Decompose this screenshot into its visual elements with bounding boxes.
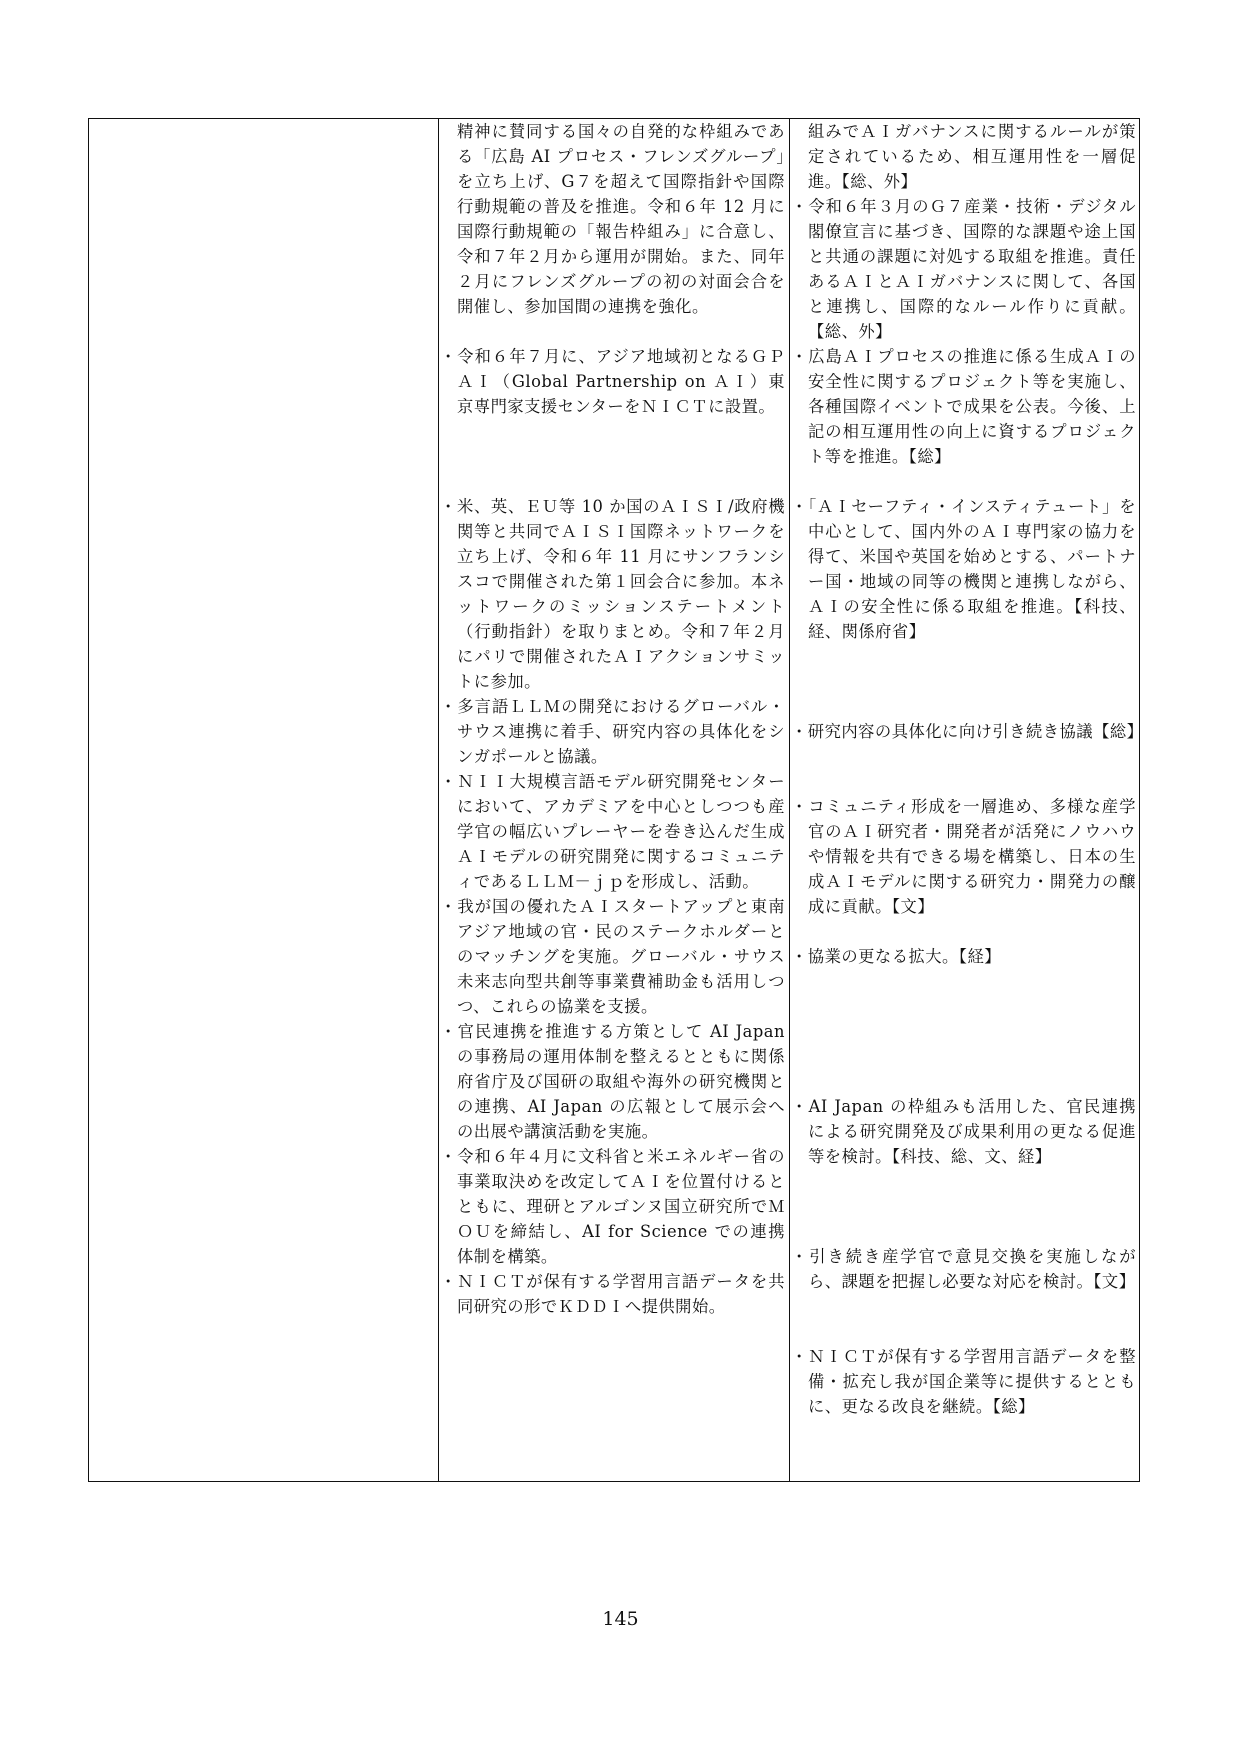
middle-item-startup-matching: ・我が国の優れたＡＩスタートアップと東南アジア地域の官・民のステークホルダーとのマッチングを実施。グローバル・サウス未来志向型共創等事業費補助金も活用しつつ、これらの協業を支援。	[440, 897, 785, 1016]
middle-item-doe-agreement: ・令和６年４月に文科省と米エネルギー省の事業取決めを改定してＡＩを位置付けるとともに、理研とアルゴンヌ国立研究所でＭＯＵを締結し、AI for Science での連携体制を構築。	[440, 1147, 785, 1266]
right-item-exchange-opinions: ・引き続き産学官で意見交換を実施しながら、課題を把握し必要な対応を検討。【文】	[791, 1247, 1136, 1291]
middle-item-aisi-network: ・米、英、ＥＵ等 10 か国のＡＩＳＩ/政府機関等と共同でＡＩＳＩ国際ネットワークを立ち上げ、令和６年 11 月にサンフランシスコで開催された第１回会合に参加。本ネットワークのミッションステートメント（行動指針）を取りまとめ。令和７年２月にパリで開催されたＡＩアクションサミットに参加。	[440, 497, 785, 691]
middle-block-2	[440, 344, 785, 419]
page-number: 145	[602, 1608, 639, 1630]
right-block-6	[791, 1094, 1136, 1169]
middle-item-gpai: ・令和６年７月に、アジア地域初となるＧＰＡＩ（Global Partnership on ＡＩ）東京専門家支援センターをＮＩＣＴに設置。	[440, 347, 785, 416]
right-continuation-text: 組みでＡＩガバナンスに関するルールが策定されているため、相互運用性を一層促進。【総、外】	[808, 122, 1136, 191]
table-frame	[88, 118, 1144, 1482]
right-item-hiroshima-process: ・広島ＡＩプロセスの推進に係る生成ＡＩの安全性に関するプロジェクト等を実施し、各種国際イベントで成果を公表。今後、上記の相互運用性の向上に資するプロジェクト等を推進。【総】	[791, 347, 1136, 466]
column-divider	[789, 119, 790, 1481]
right-block-7	[791, 1244, 1136, 1294]
middle-item-nict-kddi: ・ＮＩＣＴが保有する学習用言語データを共同研究の形でＫＤＤＩへ提供開始。	[440, 1272, 785, 1316]
right-block-3	[791, 719, 1144, 744]
middle-item-multilingual-llm: ・多言語ＬＬＭの開発におけるグローバル・サウス連携に着手、研究内容の具体化をシンガポールと協議。	[440, 697, 785, 766]
right-item-g7-declaration: ・令和６年３月のＧ７産業・技術・デジタル閣僚宣言に基づき、国際的な課題や途上国と共通の課題に対処する取組を推進。責任あるＡＩとＡＩガバナンスに関して、各国と連携し、国際的なルール作りに貢献。【総、外】	[791, 197, 1136, 341]
right-item-community: ・コミュニティ形成を一層進め、多様な産学官のＡＩ研究者・開発者が活発にノウハウや情報を共有できる場を構築し、日本の生成ＡＩモデルに関する研究力・開発力の醸成に貢献。【文】	[791, 797, 1136, 916]
right-block-2	[791, 494, 1136, 644]
middle-continuation-text: 精神に賛同する国々の自発的な枠組みである「広島 AI プロセス・フレンズグループ」を立ち上げ、G７を超えて国際指針や国際行動規範の普及を推進。令和６年 12 月に国際行動規範の「報告枠組み」に合意し、令和７年２月から運用が開始。また、同年２月にフレンズグループの初の対面会合を開催し、参加国間の連携を強化。	[457, 122, 785, 316]
middle-item-llm-jp: ・ＮＩＩ大規模言語モデル研究開発センターにおいて、アカデミアを中心としつつも産学官の幅広いプレーヤーを巻き込んだ生成ＡＩモデルの研究開発に関するコミュニティであるＬＬＭ－ｊｐを形成し、活動。	[440, 772, 785, 891]
right-item-continue-discussion: ・研究内容の具体化に向け引き続き協議【総】	[791, 722, 1144, 741]
right-block-5	[791, 944, 1136, 969]
right-block-8	[791, 1344, 1136, 1419]
middle-block-3	[440, 494, 785, 1319]
right-item-nict-data: ・ＮＩＣＴが保有する学習用言語データを整備・拡充し我が国企業等に提供するとともに、更なる改良を継続。【総】	[791, 1347, 1136, 1416]
column-divider	[438, 119, 439, 1481]
right-item-ai-safety-institute: ・「ＡＩセーフティ・インスティテュート」を中心として、国内外のＡＩ専門家の協力を得て、米国や英国を始めとする、パートナー国・地域の同等の機関と連携しながら、ＡＩの安全性に係る取組を推進。【科技、経、関係府省】	[791, 497, 1136, 641]
right-item-expand-collaboration: ・協業の更なる拡大。【経】	[791, 947, 1002, 966]
right-block-4	[791, 794, 1136, 919]
middle-item-ai-japan: ・官民連携を推進する方策として AI Japan の事務局の運用体制を整えるとともに関係府省庁及び国研の取組や海外の研究機関との連携、AI Japan の広報として展示会への出展や講演活動を実施。	[440, 1022, 785, 1141]
right-item-ai-japan-framework: ・AI Japan の枠組みも活用した、官民連携による研究開発及び成果利用の更なる促進等を検討。【科技、総、文、経】	[791, 1097, 1136, 1166]
middle-block-1	[440, 119, 785, 319]
right-block-1	[791, 119, 1136, 469]
